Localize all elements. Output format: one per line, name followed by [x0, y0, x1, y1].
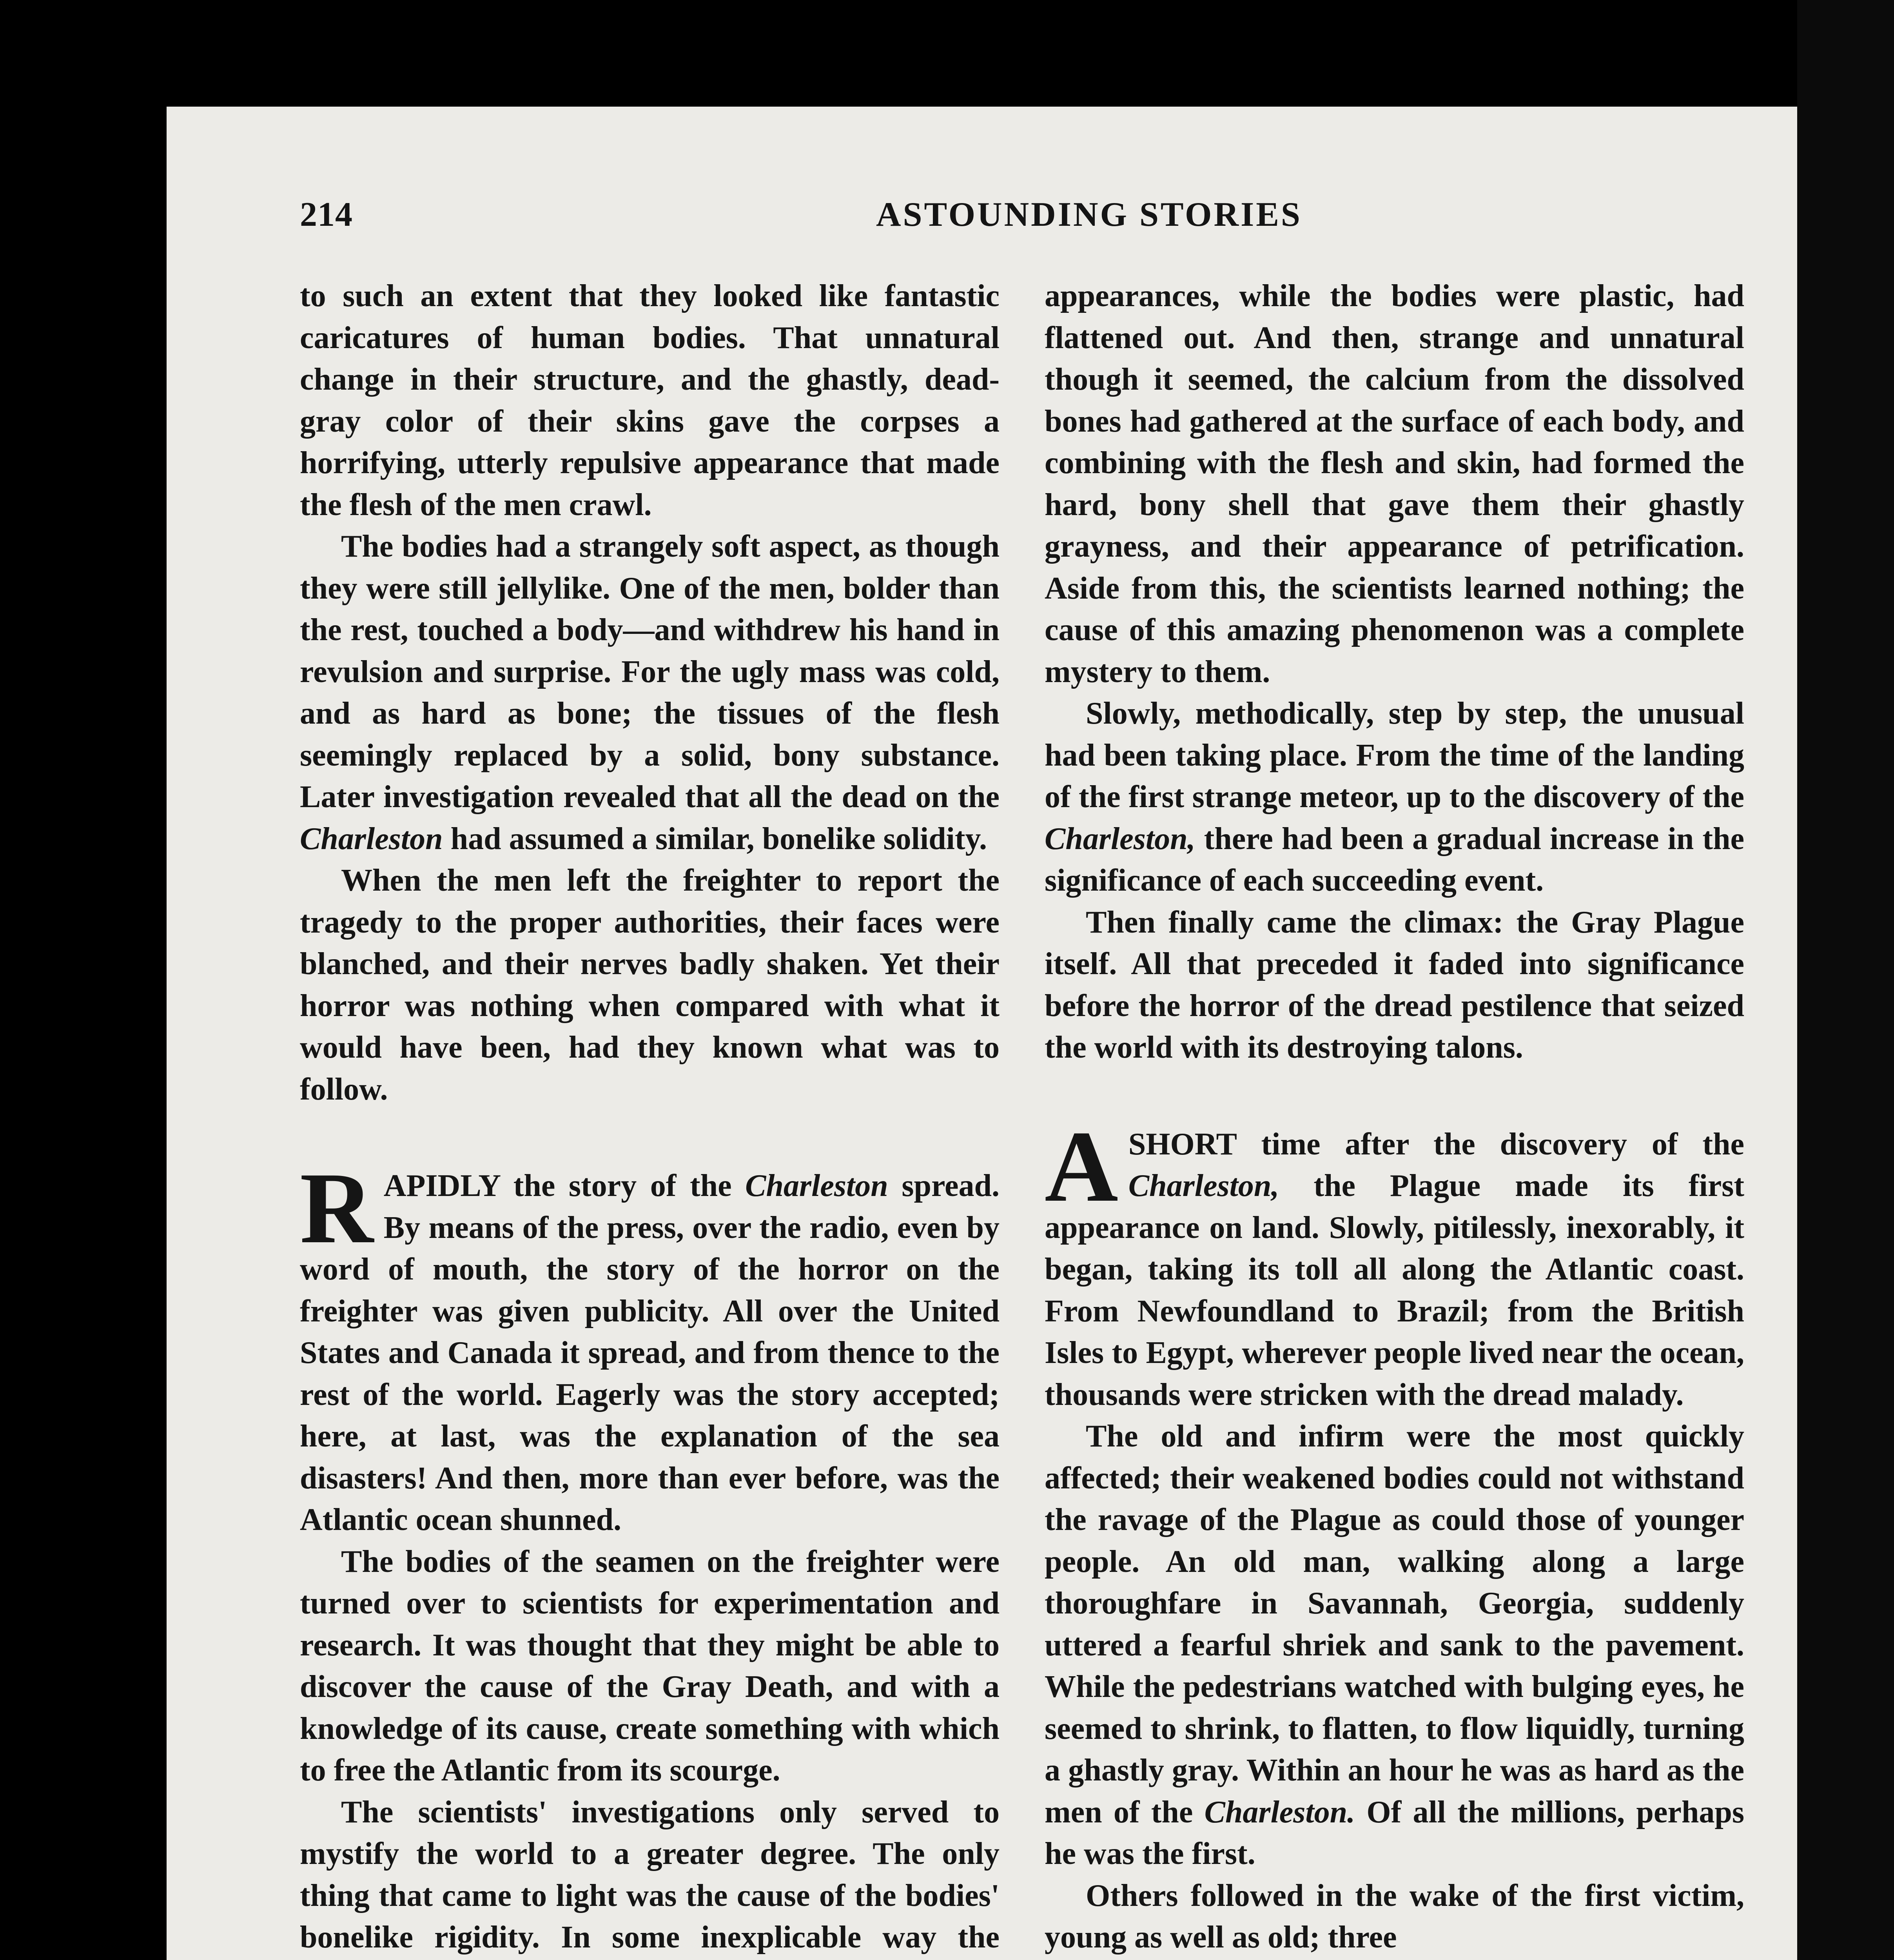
- paragraph: When the men left the freighter to report the tragedy to the proper authorities, their faces were blanched, and their nerves badly shaken. Yet their horror was nothing when compared with what it would have been, had they known what was to follow.: [300, 863, 1000, 1107]
- paragraph: Slowly, methodically, step by step, the unusual had been taking place. From the time of the landing of the first strange meteor, up to the discovery of the Charleston, there had been a gradual increase in the significance of each succeeding event.: [1045, 696, 1744, 898]
- ship-name: Charleston: [745, 1169, 888, 1203]
- drop-cap: A: [1045, 1110, 1118, 1223]
- section-opening-paragraph: ASHORT time after the discovery of the Charleston, the Plague made its first appearance on land. Slowly, pitilessly, inexorably, it began, taking its toll all along the Atlantic coast. From Newfoundland to Brazil; from the British Isles to Egypt, wherever people lived near the ocean, thousands were stricken with the dread malady.: [1045, 1110, 1744, 1412]
- paragraph: The scientists' investigations only served to mystify the world to a greater degree. The only thing that came to light was the cause of the bodies' bonelike rigidity. In some inexplicable way the: [300, 1795, 1000, 1955]
- book-page: [167, 107, 1797, 1960]
- running-head: ASTOUNDING STORIES: [876, 196, 1302, 234]
- scan-background-right: [1797, 0, 1894, 1960]
- paragraph: to such an extent that they looked like fantastic caricatures of human bodies. That unnatural change in their structure, and the ghastly, dead-gray color of their skins gave the corpses a horrifying, utterly repulsive appearance that made the flesh of the men crawl.: [300, 279, 1000, 522]
- page-number: 214: [300, 196, 353, 234]
- section-opening-paragraph: RAPIDLY the story of the Charleston spread. By means of the press, over the radio, even by word of mouth, the story of the horror on the freighter was given publicity. All over the United States and Canada it spread, and from thence to the rest of the world. Eagerly was the story accepted; here, at last, was the explanation of the sea disasters! And then, more than ever before, was the Atlantic ocean shunned.: [300, 1152, 1000, 1537]
- ship-name: Charleston,: [1045, 821, 1196, 856]
- text-column-right: [1045, 275, 1744, 1958]
- paragraph: The bodies had a strangely soft aspect, as though they were still jellylike. One of the men, bolder than the rest, touched a body—and withdrew his hand in revulsion and surprise. For the ugly mass was cold, and as hard as bone; the tissues of the flesh seemingly replaced by a solid, bony substance. Later investigation revealed that all the dead on the Charleston had assumed a similar, bonelike solidity.: [300, 529, 1000, 856]
- ship-name: Charleston,: [1128, 1169, 1279, 1203]
- lead-word: APIDLY: [383, 1169, 500, 1203]
- drop-cap: R: [300, 1152, 374, 1265]
- paragraph: The old and infirm were the most quickly affected; their weakened bodies could not withstand the ravage of the Plague as could those of younger people. An old man, walking along a large thoroughfare in Savannah, Georgia, suddenly uttered a fearful shriek and sank to the pavement. While the pedestrians watched with bulging eyes, he seemed to shrink, to flatten, to flow liquidly, turning a ghastly gray. Within an hour he was as hard as the men of the Charleston. Of all the millions, perhaps he was the first.: [1045, 1419, 1744, 1871]
- page-header: [300, 195, 1797, 273]
- text-column-left: [300, 275, 1000, 1960]
- lead-word: SHORT: [1128, 1127, 1237, 1161]
- paragraph: Others followed in the wake of the first victim, young as well as old; three: [1045, 1878, 1744, 1955]
- ship-name: Charleston: [300, 821, 443, 856]
- ship-name: Charleston.: [1204, 1795, 1355, 1829]
- paragraph: Then finally came the climax: the Gray Plague itself. All that preceded it faded into significance before the horror of the dread pestilence that seized the world with its destroying talons.: [1045, 905, 1744, 1065]
- paragraph: appearances, while the bodies were plastic, had flattened out. And then, strange and unnatural though it seemed, the calcium from the dissolved bones had gathered at the surface of each body, and combining with the flesh and skin, had formed the hard, bony shell that gave them their ghastly grayness, and their appearance of petrification. Aside from this, the scientists learned nothing; the cause of this amazing phenomenon was a complete mystery to them.: [1045, 279, 1744, 689]
- paragraph: The bodies of the seamen on the freighter were turned over to scientists for experimentation and research. It was thought that they might be able to discover the cause of the Gray Death, and with a knowledge of its cause, create something with which to free the Atlantic from its scourge.: [300, 1544, 1000, 1788]
